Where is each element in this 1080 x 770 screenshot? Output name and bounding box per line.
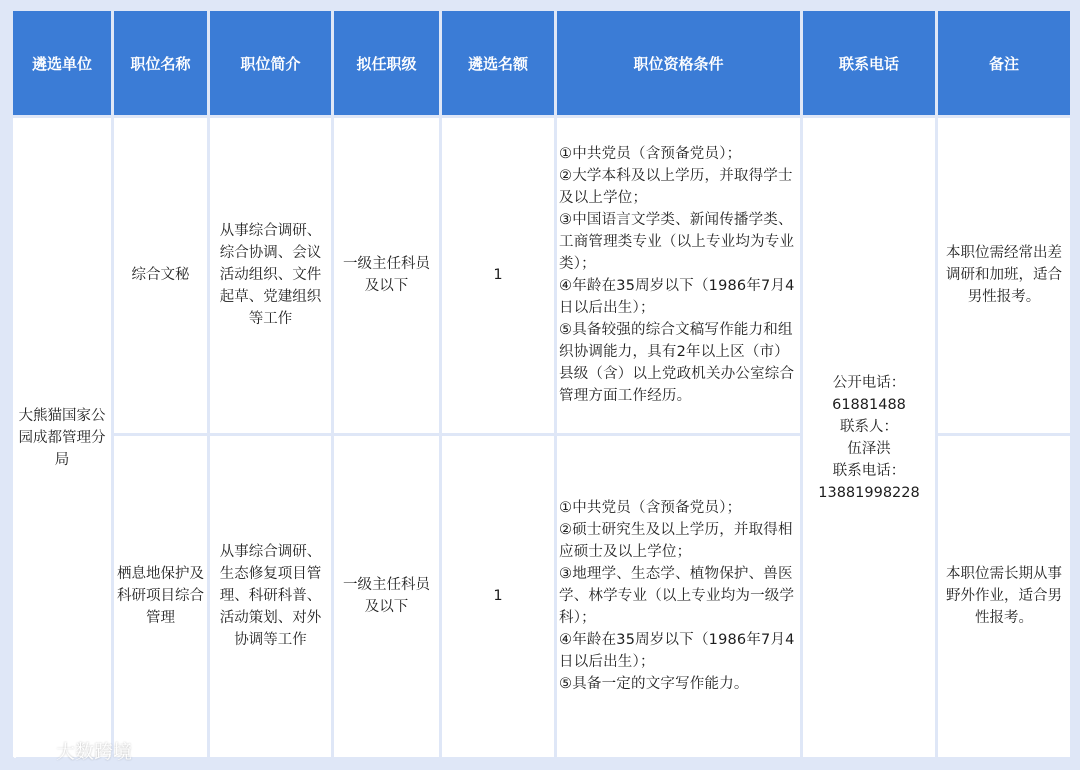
header-position-intro: 职位简介 [210,11,331,115]
header-unit: 遴选单位 [13,11,111,115]
qualification-item: ⑤具备一定的文字写作能力。 [559,676,749,693]
positions-table [10,8,1073,760]
qualification-item: ③地理学、生态学、植物保护、兽医学、林学专业（以上专业均为一级学科）； [559,566,795,627]
table-row [13,118,1070,433]
qualification-item: ①中共党员（含预备党员）； [559,500,742,517]
header-row [13,11,1070,115]
header-notes: 备注 [938,11,1070,115]
position-level: 一级主任科员及以下 [334,118,439,433]
position-intro: 从事综合调研、生态修复项目管理、科研科普、活动策划、对外协调等工作 [210,436,331,757]
qualification-item: ④年龄在35周岁以下（1986年7月4日以后出生）； [559,632,795,671]
contact-person: 伍泽洪 [847,440,891,457]
qualification-item: ③中国语言文学类、新闻传播学类、工商管理类专业（以上专业均为专业类）； [559,212,795,273]
position-name: 栖息地保护及科研项目综合管理 [114,436,207,757]
header-phone: 联系电话 [803,11,935,115]
qualification-item: ④年龄在35周岁以下（1986年7月4日以后出生）； [559,278,795,317]
watermark-text: 大数跨境 [56,741,133,763]
contact-cell [803,118,935,757]
qualification-item: ②大学本科及以上学历，并取得学士及以上学位； [559,168,793,207]
qualification-item: ①中共党员（含预备党员）； [559,146,742,163]
header-quota: 遴选名额 [442,11,554,115]
qualification-item: ②硕士研究生及以上学历，并取得相应硕士及以上学位； [559,522,793,561]
contact-public-phone: 61881488 [832,396,906,413]
contact-phone-label: 联系电话： [832,462,906,479]
position-level: 一级主任科员及以下 [334,436,439,757]
position-intro: 从事综合调研、综合协调、会议活动组织、文件起草、党建组织等工作 [210,118,331,433]
header-qualifications: 职位资格条件 [557,11,800,115]
position-name: 综合文秘 [114,118,207,433]
contact-phone: 13881998228 [818,484,920,501]
header-rank: 拟任职级 [334,11,439,115]
brand-logo-icon [12,740,52,762]
position-note: 本职位需经常出差调研和加班，适合男性报考。 [938,118,1070,433]
contact-public-phone-label: 公开电话： [832,374,906,391]
watermark [12,737,132,764]
qualifications-cell [557,118,800,433]
position-quota: 1 [442,118,554,433]
qualifications-cell [557,436,800,757]
position-quota: 1 [442,436,554,757]
contact-person-label: 联系人： [840,418,898,435]
header-position-name: 职位名称 [114,11,207,115]
position-note: 本职位需长期从事野外作业，适合男性报考。 [938,436,1070,757]
unit-cell: 大熊猫国家公园成都管理分局 [13,118,111,757]
qualification-item: ⑤具备较强的综合文稿写作能力和组织协调能力，具有2年以上区（市）县级（含）以上党政机关办公室综合管理方面工作经历。 [559,322,795,405]
